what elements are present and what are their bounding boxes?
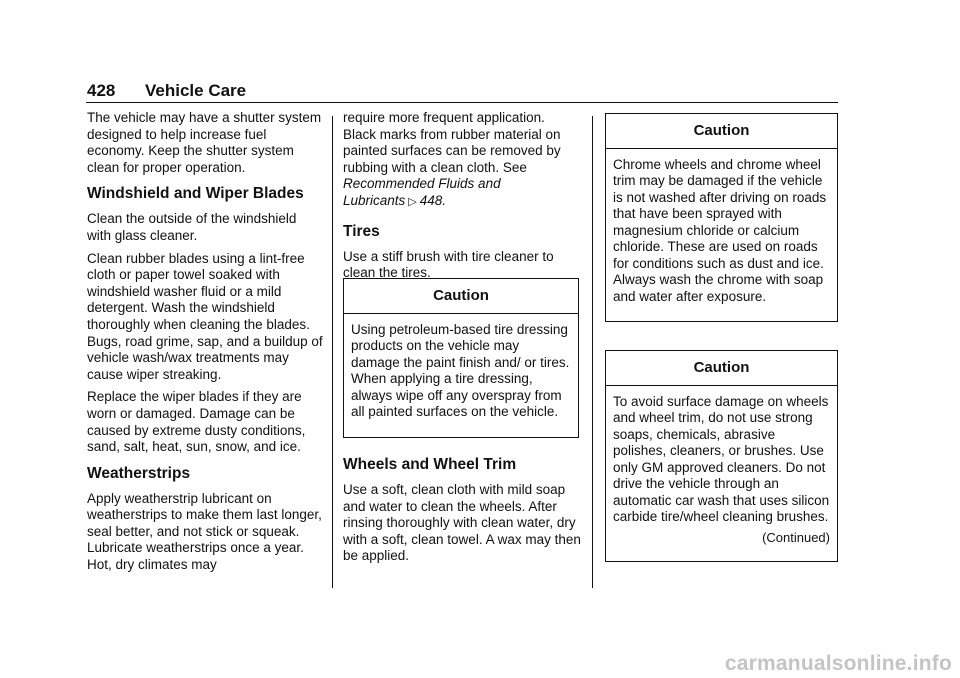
section-title: Vehicle Care: [145, 81, 247, 100]
tire-dressing-caution-box: [343, 278, 579, 438]
windshield-paragraph-1: Clean the outside of the windshield with glass cleaner.: [87, 211, 297, 243]
caution-body: To avoid surface damage on wheels and wheel trim, do not use strong soaps, chemicals, abrasive polishes, cleaners, or brushes. Use only GM approved cleaners. Do not drive the vehicle through an automatic car wash that uses silicon carbide tire/wheel cleaning brushes.: [613, 393, 830, 524]
wheels-heading: Wheels and Wheel Trim: [343, 456, 517, 473]
weatherstrips-continued-paragraph: [343, 110, 581, 211]
caution-title: Caution: [606, 114, 837, 149]
weatherstrips-continued-text: require more frequent application. Black marks from rubber material on painted surfaces can be removed by rubbing with a clean cloth. See: [343, 110, 561, 175]
page-number: 428: [87, 81, 116, 100]
tires-paragraph: Use a stiff brush with tire cleaner to clean the tires.: [343, 248, 554, 281]
column-divider-2: [592, 116, 593, 588]
column-2: [343, 110, 581, 288]
caution-body: Using petroleum-based tire dressing products on the vehicle may damage the paint finish and/ or tires. When applying a tire dressing, always wipe off any overspray from all painted surfaces on the vehicle.: [351, 321, 570, 419]
caution-title: Caution: [344, 279, 578, 314]
windshield-paragraph-2: Clean rubber blades using a lint-free cloth or paper towel soaked with windshield washer fluid or a mild detergent. Wash the windshield thoroughly when cleaning the blades. Bugs, road grime, sap, and a buildup of vehicle wash/wax treatments may cause wiper streaking.: [87, 250, 323, 382]
shutter-paragraph: The vehicle may have a shutter system designed to help increase fuel economy. Keep the shutter system clean for proper operation.: [87, 110, 322, 175]
continued-label: (Continued): [762, 529, 830, 545]
windshield-paragraph-3: Replace the wiper blades if they are worn or damaged. Damage can be caused by extreme dusty conditions, sand, salt, heat, sun, snow, and ice.: [87, 389, 306, 455]
column-divider-1: [332, 116, 333, 588]
fluids-reference[interactable]: Recommended Fluids and Lubricants ▷ 448.: [343, 176, 501, 208]
fluids-reference-page: 448: [419, 192, 443, 208]
weatherstrips-heading: Weatherstrips: [87, 464, 191, 482]
caution-body: Chrome wheels and chrome wheel trim may be damaged if the vehicle is not washed after driving on roads that have been sprayed with magnesium chloride or calcium chloride. These are used on roads for conditions such as dust and ice. Always wash the chrome with soap and water after exposure.: [613, 156, 827, 304]
page-header: [87, 81, 246, 101]
header-rule: [86, 102, 838, 103]
fluids-reference-text: Recommended Fluids and Lubricants: [343, 176, 501, 208]
chrome-wheels-caution-box: [605, 113, 838, 322]
windshield-heading: Windshield and Wiper Blades: [87, 185, 304, 203]
tires-heading: Tires: [343, 222, 380, 240]
arrow-right-icon: ▷: [408, 195, 417, 208]
wheels-paragraph: Use a soft, clean cloth with mild soap and water to clean the wheels. After rinsing thoroughly with clean water, dry with a soft, clean towel. A wax may then be applied.: [343, 482, 581, 564]
surface-damage-caution-box: [605, 350, 838, 562]
column-2-lower: [343, 456, 581, 571]
watermark: carmanualsonline.info: [724, 652, 952, 675]
weatherstrips-paragraph: Apply weatherstrip lubricant on weatherstrips to make them last longer, seal better, and not stick or squeak. Lubricate weatherstrips once a year. Hot, dry climates may: [87, 490, 322, 573]
column-1: [87, 110, 323, 580]
caution-body-wrapper: [606, 386, 837, 555]
caution-title: Caution: [606, 351, 837, 386]
